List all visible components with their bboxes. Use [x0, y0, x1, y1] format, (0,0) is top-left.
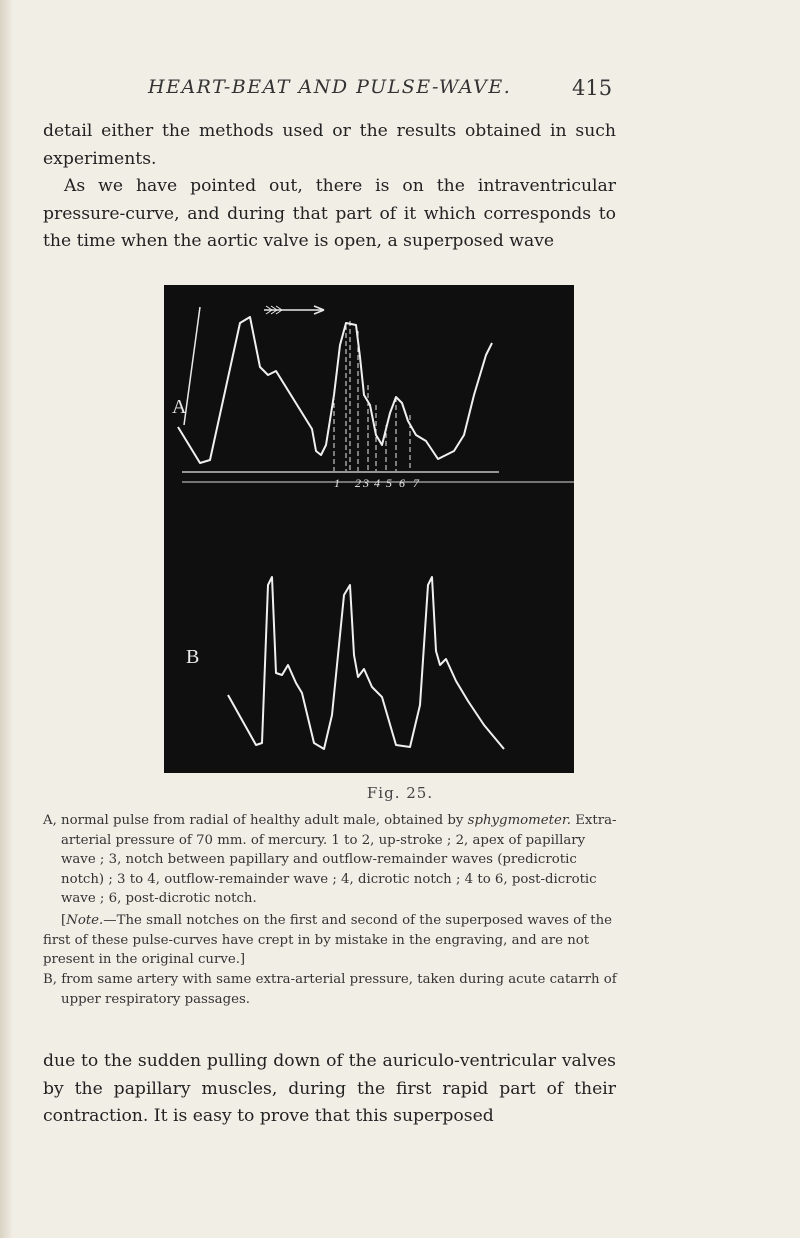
- legend-b: B, from same artery with same extra-arterial pressure, taken during acute catarrh of upper respiratory passages.: [43, 972, 617, 1007]
- running-title: HEART-BEAT AND PULSE-WAVE.: [148, 76, 512, 98]
- tick-label-6: 6: [399, 476, 405, 490]
- legend-note: [43, 911, 618, 970]
- tick-label-2: 2: [355, 476, 361, 490]
- tracing-a-ordinates: [334, 321, 410, 471]
- legend-a-instrument: sphygmometer.: [467, 813, 571, 828]
- tick-label-1: 1: [334, 476, 340, 490]
- legend-note-text: —The small notches on the first and second of the superposed waves of the first of these pulse-curves have crept in by mistake in the engraving, and are not present in the original curve.]: [43, 913, 613, 968]
- paragraph-2: As we have pointed out, there is on the intraventricular pressure-curve, and during that part of it which corresponds to the time when the aortic valve is open, a superposed wave: [43, 176, 616, 251]
- legend-a-intro: A, normal pulse from radial of healthy adult male, obtained by: [43, 813, 468, 828]
- tick-label-4: 4: [374, 476, 380, 490]
- legend-note-label: Note.: [66, 913, 104, 928]
- tick-label-7: 7: [413, 476, 419, 490]
- legend-note-bracket: [: [61, 913, 67, 928]
- tick-label-5: 5: [386, 476, 392, 490]
- time-arrow-icon: [264, 306, 324, 314]
- legend-a: [43, 811, 618, 909]
- pulse-tracing-svg: [164, 285, 574, 773]
- page-edge: [0, 0, 12, 1238]
- running-header: [0, 76, 800, 106]
- figure-caption: Fig. 25.: [366, 784, 434, 802]
- paragraph-3: due to the sudden pulling down of the auriculo-ventricular valves by the papillary muscles, during the first rapid part of their contraction. It is easy to prove that this superposed: [43, 1051, 616, 1126]
- page-number: 415: [572, 76, 613, 100]
- tick-label-3: 3: [363, 476, 369, 490]
- tracing-a-label: A: [172, 396, 187, 418]
- pulse-tracing-figure: [164, 285, 574, 773]
- tracing-b-curve: [228, 577, 504, 749]
- tracing-a-curve: [178, 317, 492, 463]
- tracing-b-label: B: [186, 646, 200, 668]
- paragraph-1: detail either the methods used or the results obtained in such experiments.: [43, 121, 616, 169]
- legend-a-details: Extra-arterial pressure of 70 mm. of mercury. 1 to 2, up-stroke ; 2, apex of papillary wave ; 3, notch between papillary and outflow-remainder waves (predicrotic notch) ; 3 to 4, outflow-remainder wave ; 4, dicrotic notch ; 4 to 6, post-dicrotic wave ; 6, post-dicrotic notch.: [61, 813, 617, 907]
